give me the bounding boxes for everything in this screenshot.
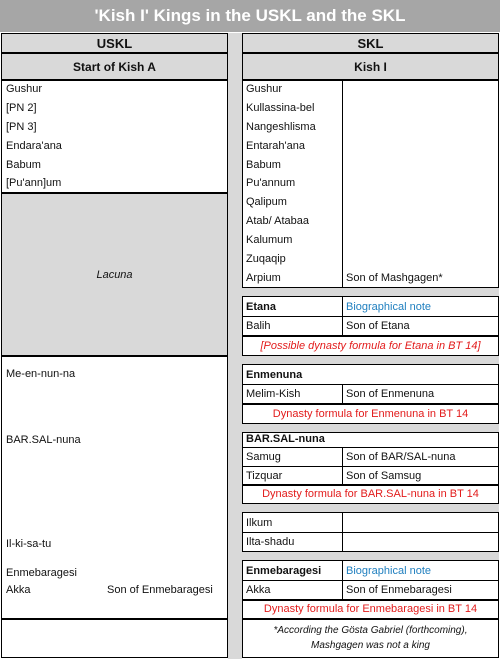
uskl-king: Akka	[6, 584, 31, 596]
skl-header: SKL	[242, 33, 499, 53]
uskl-king: Me-en-nun-na	[6, 368, 76, 380]
skl-relation-note: Son of Mashgagen*	[346, 272, 443, 284]
skl-king: Qalipum	[246, 196, 287, 208]
footnote-cell	[242, 619, 499, 658]
skl-king: Tizquar	[246, 470, 283, 482]
skl-king: Melim-Kish	[246, 388, 301, 400]
skl-king: BAR.SAL-nuna	[246, 433, 325, 445]
skl-king: Pu'annum	[246, 177, 296, 189]
skl-relation-note: Son of Samsug	[346, 470, 422, 482]
skl-king: Ilkum	[246, 517, 273, 529]
row-divider	[243, 466, 498, 467]
skl-king: Enmenuna	[246, 369, 303, 381]
row-gap	[242, 356, 499, 364]
skl-king: Samug	[246, 451, 281, 463]
skl-formula-row	[242, 336, 499, 356]
skl-formula-row	[242, 404, 499, 424]
skl-king: Akka	[246, 584, 271, 596]
row-divider	[243, 447, 498, 448]
row-divider	[243, 532, 498, 533]
skl-king: Etana	[246, 301, 276, 313]
row-divider	[243, 384, 498, 385]
biographical-note: Biographical note	[346, 565, 432, 577]
footnote-line: Mashgagen was not a king	[311, 640, 430, 651]
inner-divider	[342, 81, 343, 287]
row-divider	[243, 580, 498, 581]
skl-king: Ilta-shadu	[246, 536, 295, 548]
uskl-king: [Pu'ann]um	[6, 177, 62, 189]
uskl-king: [PN 2]	[6, 102, 37, 114]
uskl-king: Enmebaragesi	[6, 567, 77, 579]
uskl-empty-cell	[1, 619, 228, 658]
skl-ilkum-block	[242, 512, 499, 552]
dynasty-formula-note: Dynasty formula for Enmebaragesi in BT 14	[263, 603, 478, 615]
dynasty-formula-note: [Possible dynasty formula for Etana in BT 14]	[260, 340, 481, 352]
row-gap	[242, 504, 499, 512]
uskl-king: [PN 3]	[6, 121, 37, 133]
dynasty-formula-note: Dynasty formula for Enmenuna in BT 14	[272, 408, 469, 420]
row-gap	[242, 288, 499, 296]
skl-king: Balih	[246, 320, 271, 332]
uskl-relation-note: Son of Enmebaragesi	[107, 584, 213, 596]
skl-king: Arpium	[246, 272, 281, 284]
skl-king: Enmebaragesi	[246, 565, 322, 577]
uskl-king: Babum	[6, 159, 41, 171]
skl-relation-note: Son of BAR/SAL-nuna	[346, 451, 456, 463]
skl-king: Kalumum	[246, 234, 293, 246]
skl-enmenuna-block	[242, 364, 499, 404]
uskl-king: BAR.SAL-nuna	[6, 434, 81, 446]
lacuna-block: Lacuna	[1, 193, 228, 356]
uskl-kings-block	[1, 80, 228, 193]
skl-king: Entarah'ana	[246, 140, 305, 152]
skl-formula-row	[242, 485, 499, 504]
skl-formula-row	[242, 600, 499, 619]
skl-kings-block	[242, 80, 499, 288]
uskl-kings-block-2	[1, 356, 228, 619]
skl-subheader: Kish I	[242, 53, 499, 80]
column-separator	[228, 33, 242, 659]
row-divider	[243, 316, 498, 317]
skl-relation-note: Son of Enmebaragesi	[346, 584, 452, 596]
skl-king: Zuqaqip	[246, 253, 286, 265]
biographical-note: Biographical note	[346, 301, 432, 313]
skl-relation-note: Son of Etana	[346, 320, 410, 332]
uskl-subheader: Start of Kish A	[1, 53, 228, 80]
uskl-king: Gushur	[6, 83, 43, 95]
uskl-header: USKL	[1, 33, 228, 53]
skl-etana-block	[242, 296, 499, 336]
skl-relation-note: Son of Enmenuna	[346, 388, 435, 400]
skl-king: Kullassina-bel	[246, 102, 315, 114]
row-gap	[242, 552, 499, 560]
skl-king: Nangeshlisma	[246, 121, 316, 133]
skl-king: Atab/ Atabaa	[246, 215, 309, 227]
footnote-line: *According the Gösta Gabriel (forthcoming),	[273, 625, 468, 636]
skl-barsal-block	[242, 432, 499, 485]
skl-king: Gushur	[246, 83, 283, 95]
uskl-king: Endara'ana	[6, 140, 62, 152]
table-title: 'Kish I' Kings in the USKL and the SKL	[0, 0, 500, 32]
row-gap	[242, 424, 499, 432]
skl-enmebaragesi-block	[242, 560, 499, 600]
dynasty-formula-note: Dynasty formula for BAR.SAL-nuna in BT 14	[262, 488, 479, 500]
inner-divider	[342, 384, 343, 403]
skl-king: Babum	[246, 159, 281, 171]
uskl-king: Il-ki-sa-tu	[6, 538, 52, 550]
